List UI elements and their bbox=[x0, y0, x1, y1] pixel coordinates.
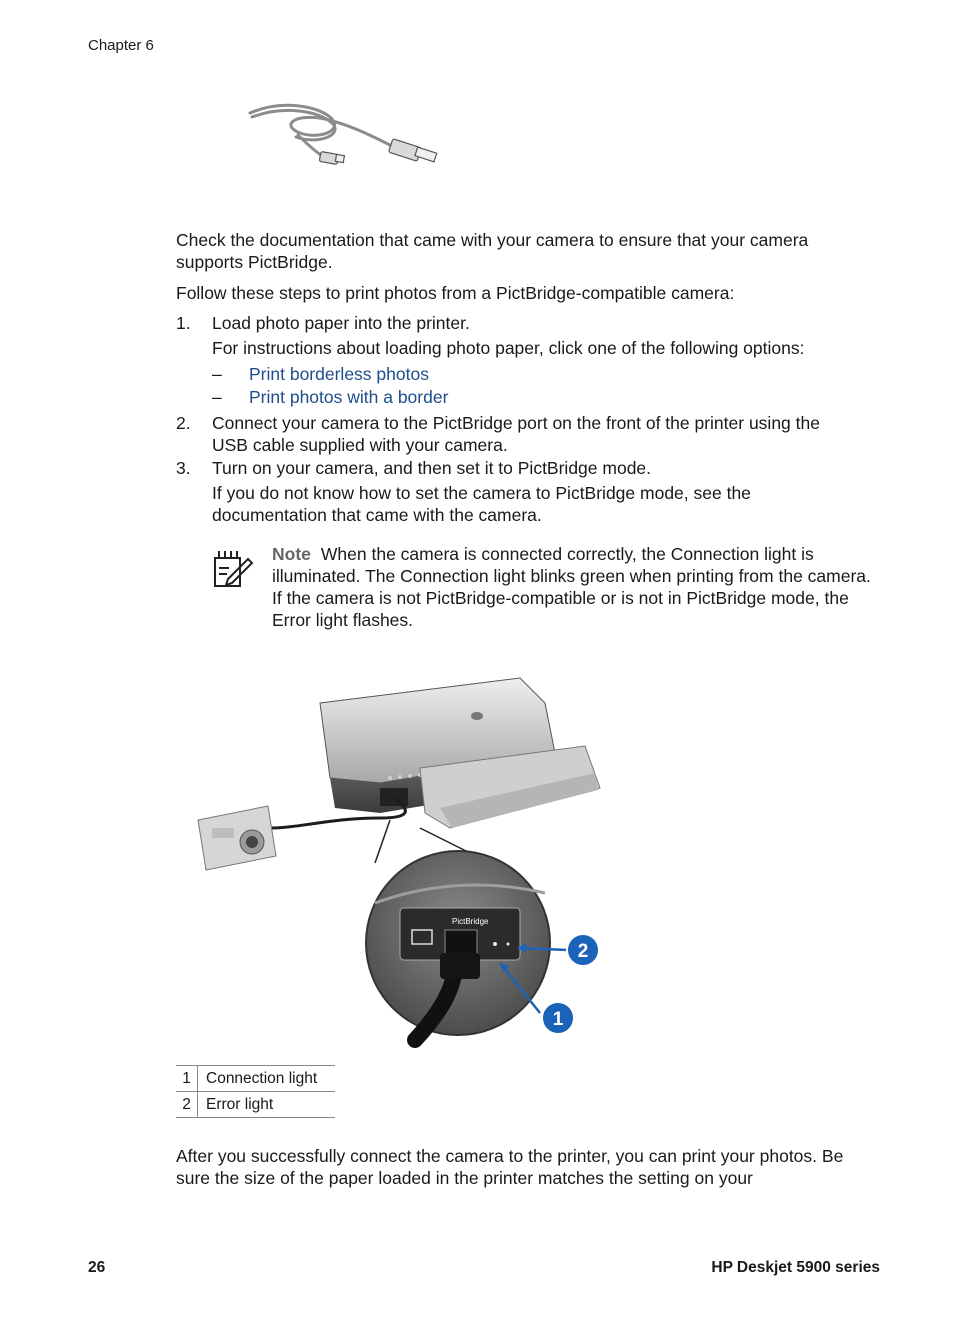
step-number: 2. bbox=[176, 413, 191, 433]
table-row bbox=[176, 1066, 335, 1092]
pictbridge-port-label: PictBridge bbox=[452, 917, 489, 926]
dash: – bbox=[212, 364, 222, 384]
callout-2-number: 2 bbox=[577, 941, 589, 962]
intro-paragraph: Check the documentation that came with your camera to ensure that your camera supports PictBridge. bbox=[176, 230, 809, 272]
running-header: Chapter 6 bbox=[88, 37, 154, 54]
legend-table bbox=[176, 1065, 335, 1118]
link-print-borderless-photos[interactable]: Print borderless photos bbox=[249, 364, 429, 384]
note-text: When the camera is connected correctly, the Connection light is illuminated. The Connection light blinks green when printing from the camera. If the camera is not PictBridge-compatible or is not in PictBridge mode, the Error light flashes. bbox=[272, 544, 871, 630]
printer-camera-illustration bbox=[190, 668, 610, 1053]
link-print-photos-with-border[interactable]: Print photos with a border bbox=[249, 387, 449, 407]
usb-cable-illustration bbox=[240, 95, 450, 185]
step-text: Turn on your camera, and then set it to PictBridge mode. bbox=[212, 458, 652, 478]
table-row bbox=[176, 1092, 335, 1118]
notepad-pencil-icon bbox=[210, 546, 256, 590]
callout-1 bbox=[542, 1002, 574, 1034]
step-3-detail: If you do not know how to set the camera to PictBridge mode, see the documentation that came with the camera. bbox=[212, 483, 751, 525]
page-number: 26 bbox=[88, 1259, 106, 1276]
callout-1-number: 1 bbox=[552, 1009, 564, 1030]
step-number: 1. bbox=[176, 313, 191, 333]
product-name: HP Deskjet 5900 series bbox=[711, 1259, 880, 1276]
step-number: 3. bbox=[176, 458, 191, 478]
dash: – bbox=[212, 387, 222, 407]
legend-label: Connection light bbox=[198, 1066, 336, 1092]
steps-intro: Follow these steps to print photos from a PictBridge-compatible camera: bbox=[176, 283, 735, 303]
step-text: Connect your camera to the PictBridge port on the front of the printer using the USB cable supplied with your camera. bbox=[212, 413, 820, 455]
camera bbox=[198, 806, 276, 870]
legend-label: Error light bbox=[198, 1092, 336, 1118]
step-1-detail: For instructions about loading photo paper, click one of the following options: bbox=[212, 338, 805, 358]
legend-number: 1 bbox=[176, 1066, 198, 1092]
closing-paragraph: After you successfully connect the camera to the printer, you can print your photos. Be sure the size of the paper loaded in the printer matches the setting on your bbox=[176, 1146, 844, 1188]
step-text: Load photo paper into the printer. bbox=[212, 313, 470, 333]
note-box bbox=[272, 543, 872, 631]
legend-number: 2 bbox=[176, 1092, 198, 1118]
callout-2 bbox=[567, 934, 599, 966]
note-label: Note bbox=[272, 544, 311, 564]
printer bbox=[320, 678, 600, 828]
